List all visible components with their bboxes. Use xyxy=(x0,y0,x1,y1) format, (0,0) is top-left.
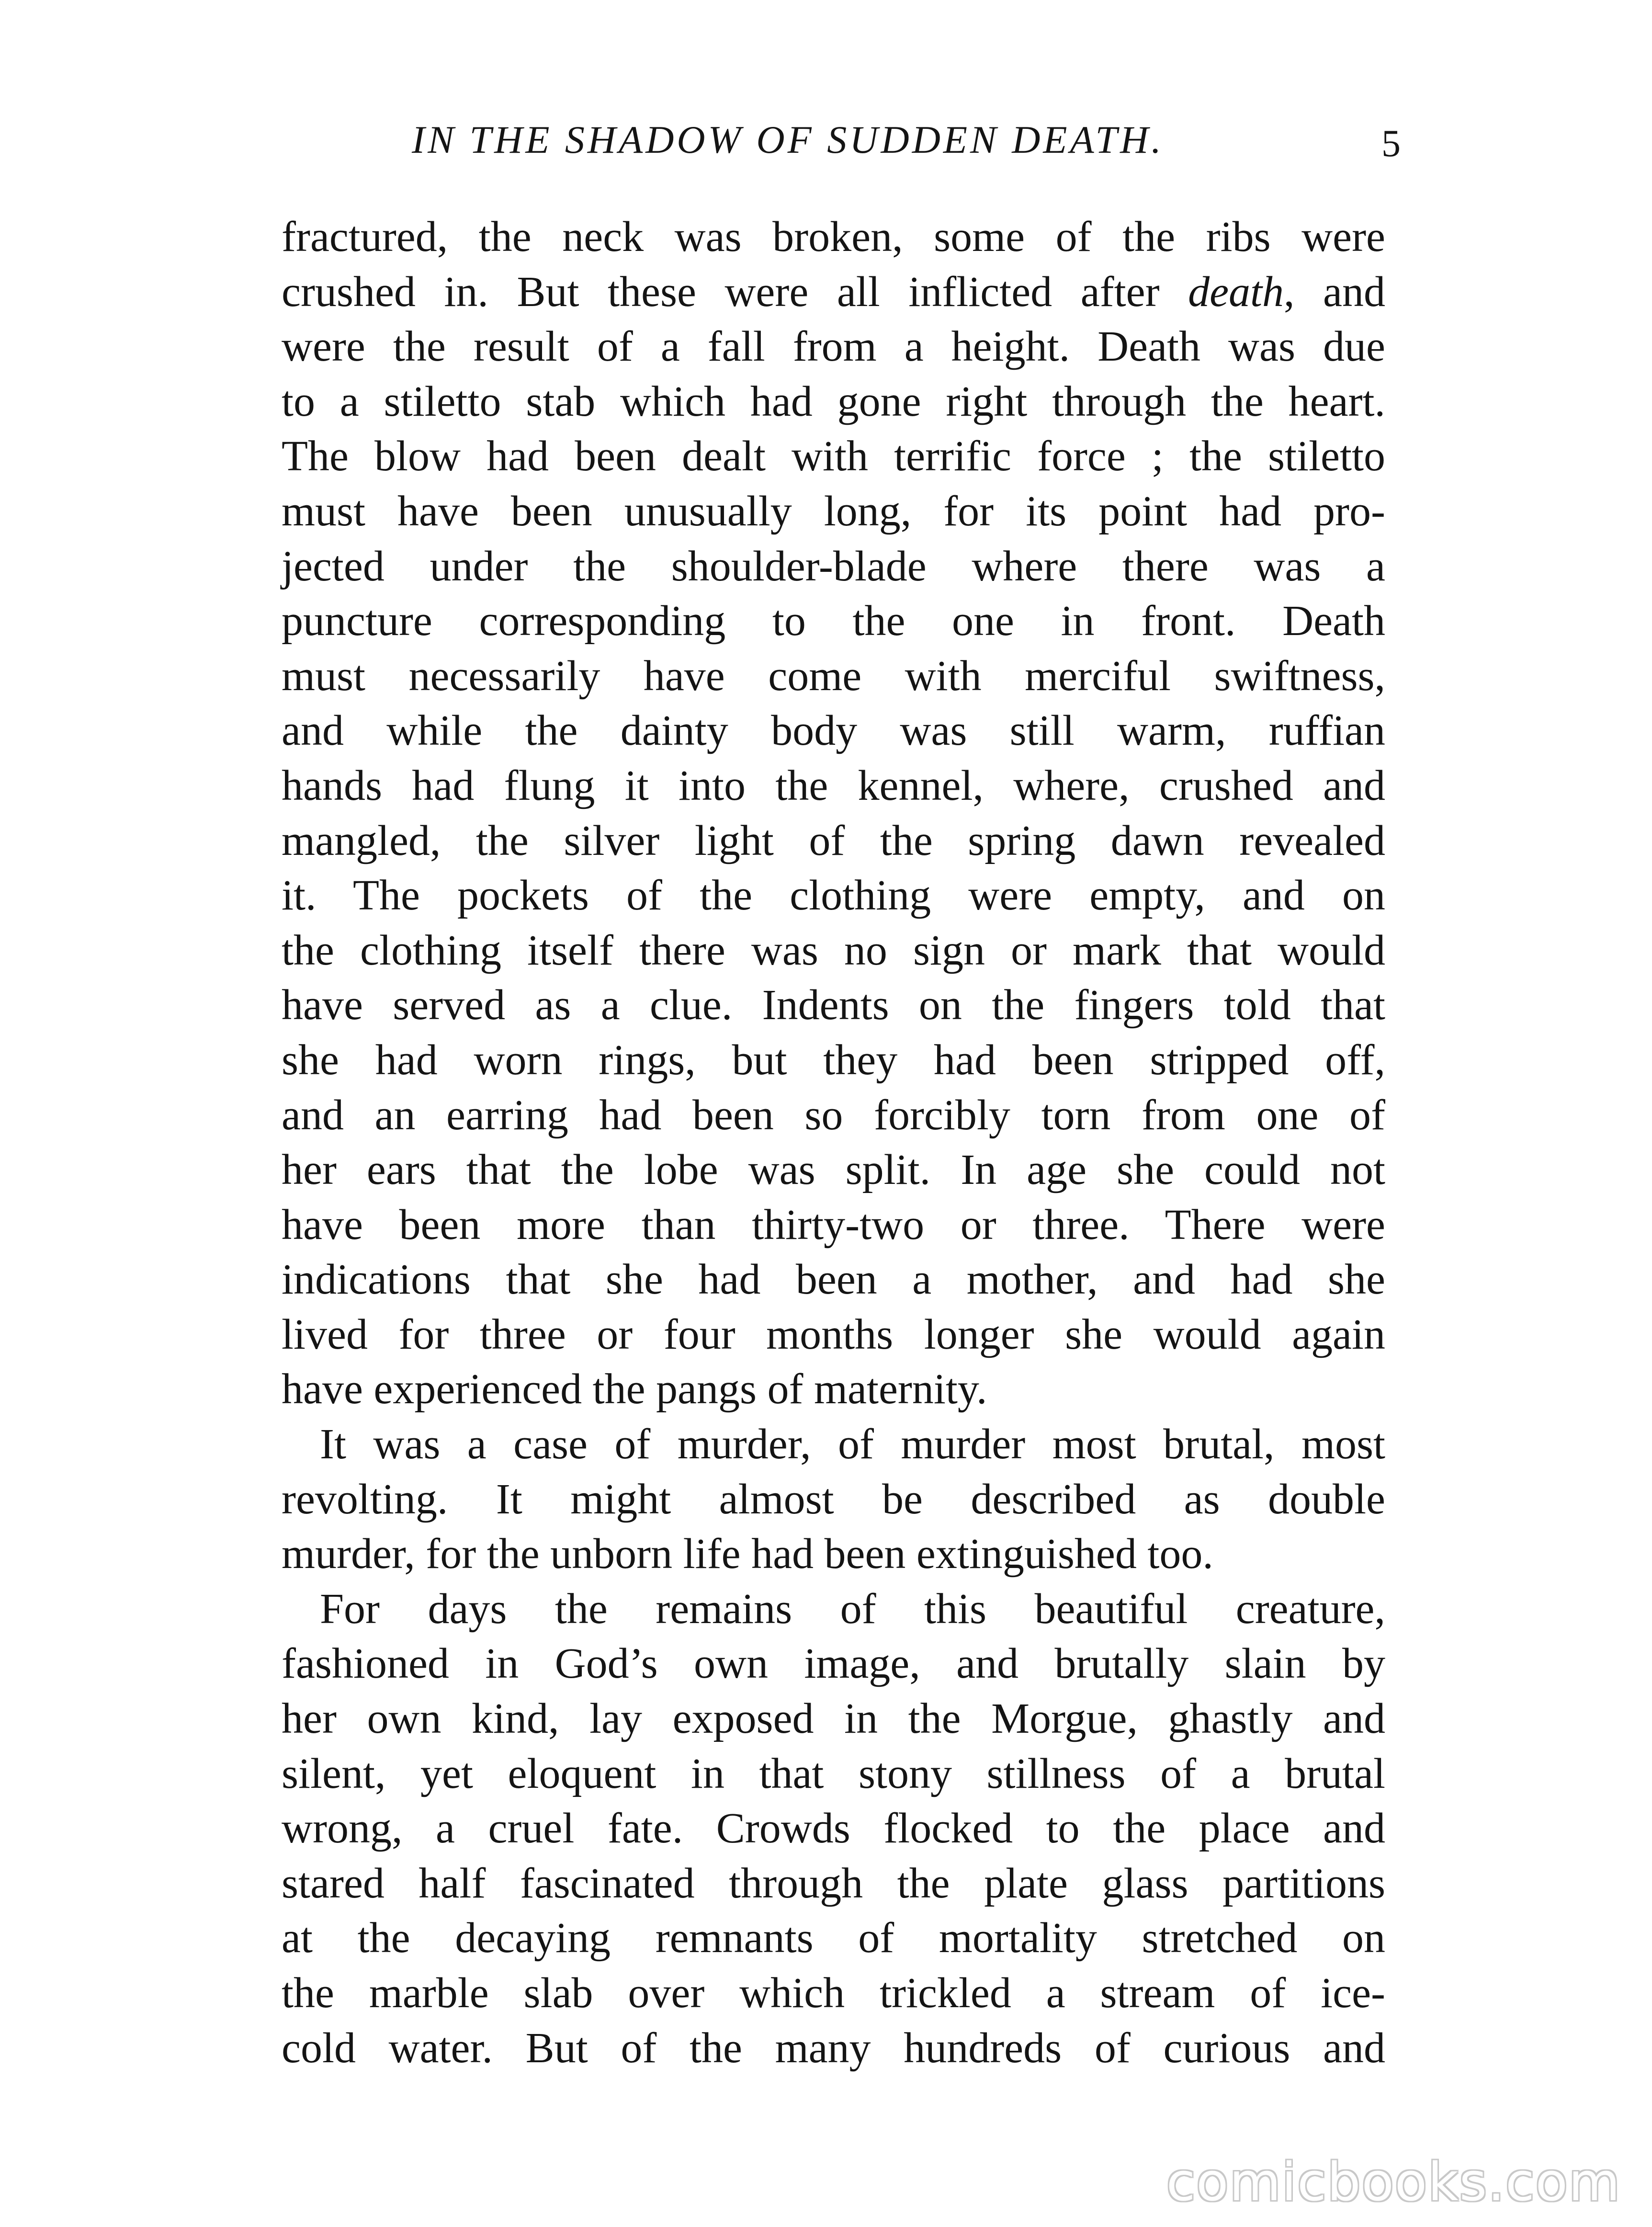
text-line: indications that she had been a mother, and had she xyxy=(282,1256,1385,1304)
page-number: 5 xyxy=(1381,123,1401,165)
text-line: and an earring had been so forcibly torn from one of xyxy=(282,1091,1385,1139)
text-line: jected under the shoulder-blade where there was a xyxy=(282,542,1385,590)
text-line: it. The pockets of the clothing were empty, and on xyxy=(282,872,1385,920)
text-line: For days the remains of this beautiful creature, xyxy=(320,1585,1385,1633)
text-line: revolting. It might almost be described as double xyxy=(282,1475,1385,1523)
watermark: comicbooks.com xyxy=(1166,2151,1621,2213)
text-line: hands had flung it into the kennel, where, crushed and xyxy=(282,761,1385,809)
text-line: at the decaying remnants of mortality stretched on xyxy=(282,1914,1385,1962)
text-line: wrong, a cruel fate. Crowds flocked to the place and xyxy=(282,1805,1385,1852)
text-line: her ears that the lobe was split. In age she could not xyxy=(282,1146,1385,1194)
text-line: were the result of a fall from a height. Death was due xyxy=(282,323,1385,371)
text-line: crushed in. But these were all inflicted after death, and xyxy=(282,268,1386,316)
text-line: It was a case of murder, of murder most brutal, most xyxy=(320,1420,1385,1468)
text-line: The blow had been dealt with terrific force ; the stiletto xyxy=(282,432,1385,480)
body-text xyxy=(282,210,1385,2076)
text-line: have been more than thirty-two or three. There were xyxy=(282,1201,1385,1249)
text-line: must have been unusually long, for its point had pro- xyxy=(282,487,1385,535)
text-line: cold water. But of the many hundreds of curious and xyxy=(282,2024,1385,2072)
paragraph xyxy=(282,210,1385,1417)
text-line: to a stiletto stab which had gone right through the heart. xyxy=(282,377,1385,425)
text-line: fractured, the neck was broken, some of the ribs were xyxy=(282,213,1385,261)
text-line: puncture corresponding to the one in front. Death xyxy=(282,597,1385,645)
text-line: fashioned in God’s own image, and brutally slain by xyxy=(282,1640,1385,1688)
text-line: have served as a clue. Indents on the fingers told that xyxy=(282,981,1385,1029)
running-header xyxy=(278,108,1401,175)
text-line: stared half fascinated through the plate glass partitions xyxy=(282,1859,1385,1907)
text-line: the marble slab over which trickled a stream of ice- xyxy=(282,1969,1385,2017)
text-line: her own kind, lay exposed in the Morgue, ghastly and xyxy=(282,1695,1385,1743)
text-line: and while the dainty body was still warm, ruffian xyxy=(282,707,1385,755)
text-line: lived for three or four months longer she would again xyxy=(282,1310,1385,1358)
text-line: have experienced the pangs of maternity. xyxy=(282,1365,987,1413)
text-line: murder, for the unborn life had been extinguished too. xyxy=(282,1530,1213,1578)
text-line: she had worn rings, but they had been stripped off, xyxy=(282,1036,1385,1084)
text-line: silent, yet eloquent in that stony stillness of a brutal xyxy=(282,1750,1385,1797)
text-line: mangled, the silver light of the spring dawn revealed xyxy=(282,817,1385,864)
text-line: the clothing itself there was no sign or mark that would xyxy=(282,926,1385,974)
emphasis: death xyxy=(1188,268,1284,316)
text-line: must necessarily have come with merciful swiftness, xyxy=(282,652,1385,700)
paragraph xyxy=(282,1582,1385,2076)
running-title: IN THE SHADOW OF SUDDEN DEATH. xyxy=(412,118,1164,161)
paragraph xyxy=(282,1417,1385,1582)
